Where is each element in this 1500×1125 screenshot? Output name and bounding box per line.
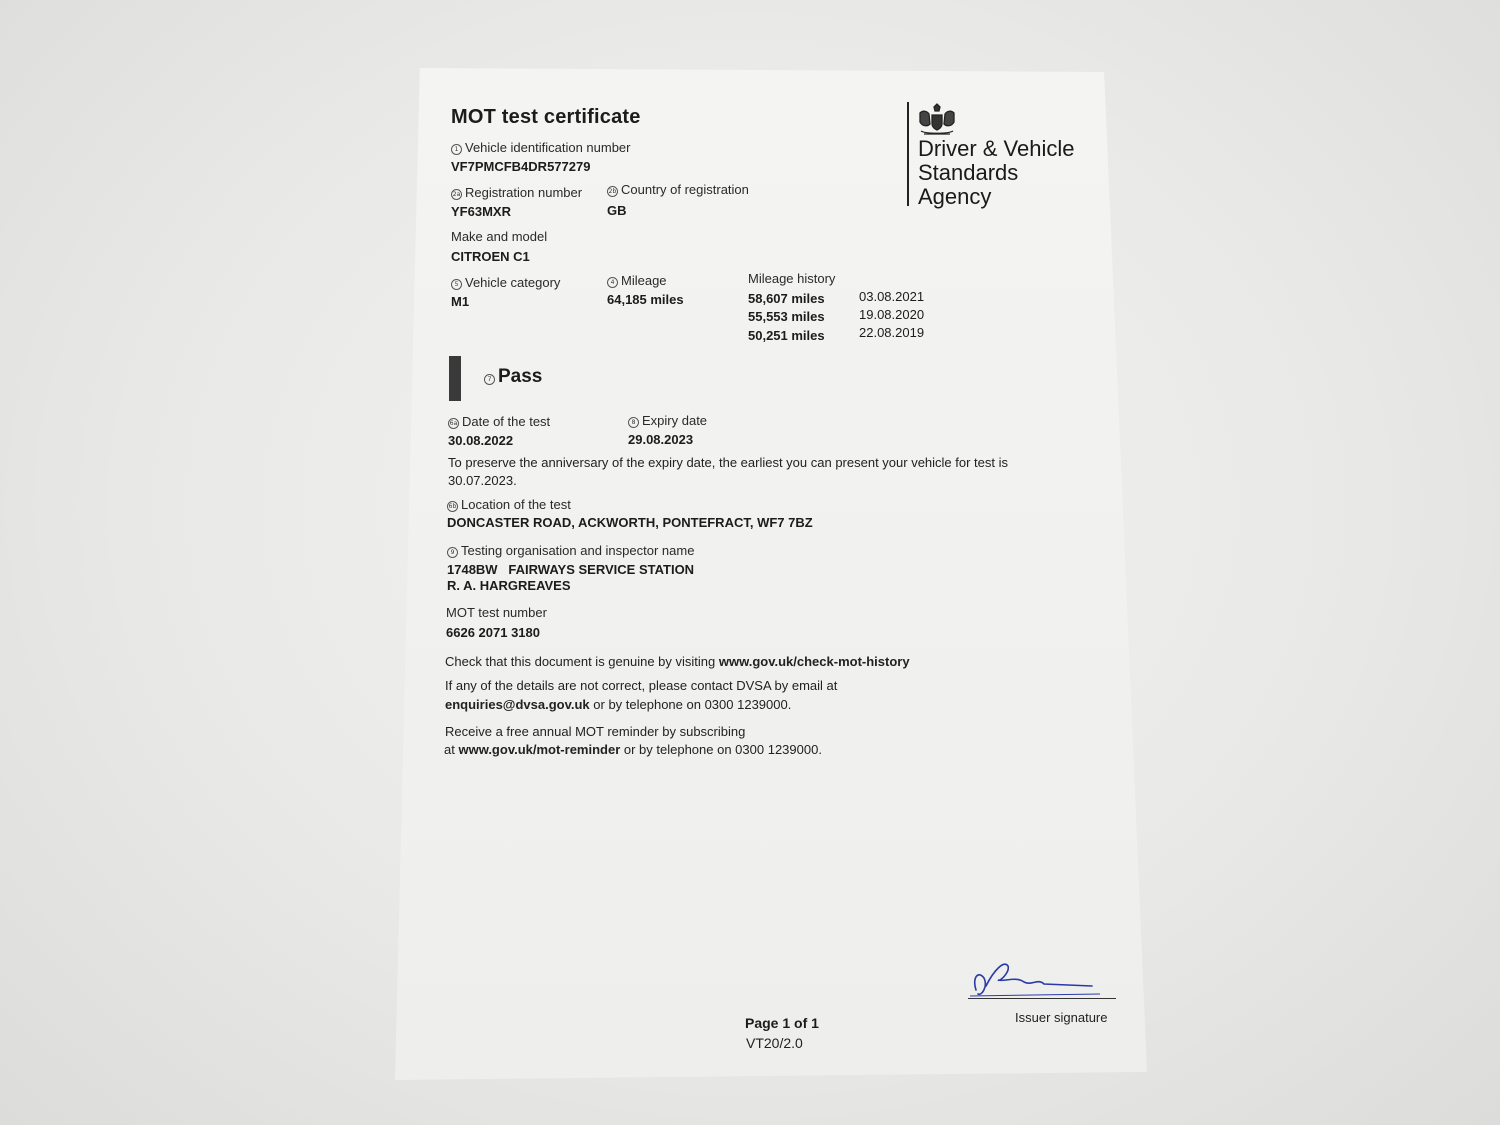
field-marker: 6b [448, 503, 457, 510]
certificate-title: MOT test certificate [451, 106, 641, 128]
issuer-signature [964, 956, 1104, 1002]
reminder-details [444, 742, 822, 757]
test-date-label-text: Date of the test [462, 414, 551, 429]
contact-text: If any of the details are not correct, please contact DVSA by email at [445, 678, 838, 693]
agency-name-text: Driver & Vehicle Standards Agency [918, 136, 1075, 209]
field-marker: 4 [607, 277, 618, 288]
mileage-history-miles: 58,607 miles [748, 291, 825, 306]
test-date-label [448, 414, 550, 429]
anniversary-note: To preserve the anniversary of the expiry date, the earliest you can present your vehicle for test is [448, 455, 1009, 470]
field-marker: 5 [451, 279, 462, 290]
inspector-name: R. A. HARGREAVES [447, 578, 571, 593]
country-label-text: Country of registration [621, 182, 749, 197]
country-label [607, 182, 749, 197]
check-genuine-prefix: Check that this document is genuine by visiting [445, 654, 719, 669]
anniversary-note-date: 30.07.2023. [448, 473, 517, 488]
reminder-text: Receive a free annual MOT reminder by subscribing [445, 724, 746, 739]
mileage-label-text: Mileage [621, 273, 667, 288]
vin-label-text: Vehicle identification number [465, 140, 631, 155]
test-number-label: MOT test number [446, 605, 547, 620]
testing-org-label-text: Testing organisation and inspector name [461, 543, 695, 558]
result-pass [484, 366, 542, 388]
mileage-history-date: 19.08.2020 [859, 307, 925, 322]
expiry-date-value: 29.08.2023 [628, 432, 694, 447]
pass-indicator-bar [449, 356, 461, 401]
expiry-date-label-text: Expiry date [642, 413, 708, 428]
country-value: GB [607, 203, 627, 218]
vin-label [451, 140, 631, 155]
field-marker: 6a [449, 420, 458, 427]
contact-details [445, 697, 791, 712]
reminder-phone-text: or by telephone on 0300 1239000. [620, 742, 822, 757]
field-marker: 2b [608, 188, 617, 195]
test-number-value: 6626 2071 3180 [446, 625, 540, 640]
registration-value: YF63MXR [451, 204, 511, 219]
mileage-history-miles: 55,553 miles [748, 309, 825, 324]
agency-name [918, 137, 1078, 209]
make-model-label: Make and model [451, 229, 548, 244]
expiry-date-label [628, 413, 707, 428]
test-date-value: 30.08.2022 [448, 433, 514, 448]
agency-divider [907, 102, 909, 206]
royal-coat-of-arms-icon [916, 101, 958, 137]
mot-reminder-link[interactable]: www.gov.uk/mot-reminder [458, 742, 621, 757]
field-marker: 8 [628, 417, 639, 428]
vin-value: VF7PMCFB4DR577279 [451, 159, 591, 174]
field-marker: 9 [447, 547, 458, 558]
registration-label-text: Registration number [465, 185, 583, 200]
vehicle-category-label [451, 275, 560, 290]
page-number: Page 1 of 1 [745, 1015, 819, 1031]
mileage-history-label: Mileage history [748, 271, 836, 286]
mileage-history-miles: 50,251 miles [748, 328, 825, 343]
location-label [447, 497, 571, 512]
vehicle-category-label-text: Vehicle category [465, 275, 561, 290]
location-label-text: Location of the test [461, 497, 571, 512]
mileage-label [607, 273, 667, 288]
field-marker: 2a [452, 191, 461, 198]
location-value: DONCASTER ROAD, ACKWORTH, PONTEFRACT, WF7 7BZ [447, 515, 813, 530]
check-genuine-text [445, 654, 910, 669]
vehicle-category-value: M1 [451, 294, 470, 309]
mileage-history-date: 03.08.2021 [859, 289, 925, 304]
form-code: VT20/2.0 [746, 1035, 803, 1051]
mileage-value: 64,185 miles [607, 292, 684, 307]
testing-org-label [447, 543, 694, 558]
signature-label: Issuer signature [1015, 1010, 1108, 1025]
mileage-history-date: 22.08.2019 [859, 325, 925, 340]
field-marker: 1 [451, 144, 462, 155]
make-model-value: CITROEN C1 [451, 249, 530, 264]
contact-email-link[interactable]: enquiries@dvsa.gov.uk [445, 697, 590, 712]
registration-label [451, 185, 582, 200]
contact-phone-text: or by telephone on 0300 1239000. [589, 697, 792, 712]
testing-org-name: 1748BW FAIRWAYS SERVICE STATION [447, 562, 695, 577]
field-marker: 7 [484, 374, 495, 385]
signature-line [968, 998, 1116, 999]
result-pass-text: Pass [498, 366, 543, 387]
reminder-prefix: at [444, 742, 459, 757]
check-mot-history-link[interactable]: www.gov.uk/check-mot-history [718, 654, 910, 669]
